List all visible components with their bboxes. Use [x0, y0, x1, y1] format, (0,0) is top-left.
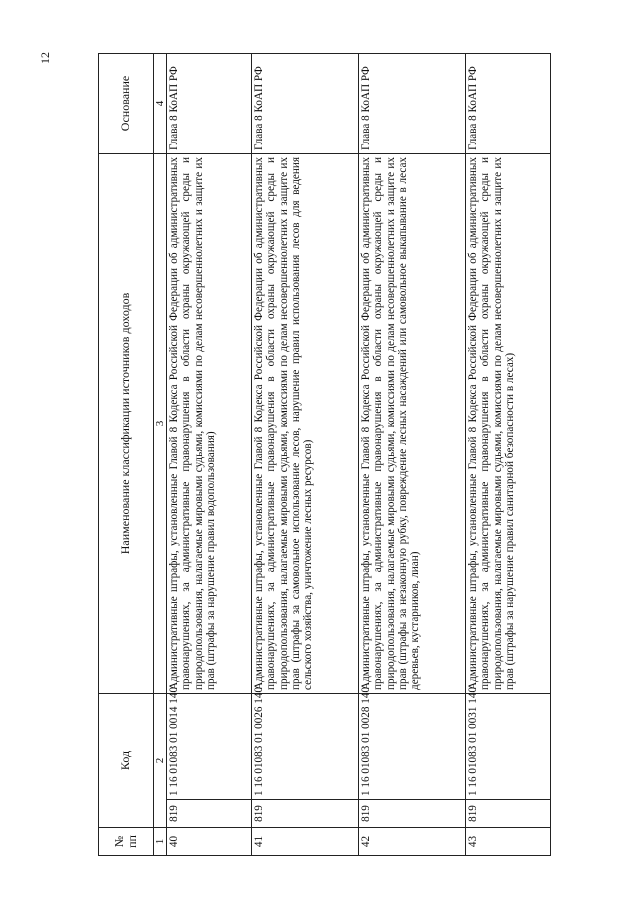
column-number-4: 4 — [154, 53, 167, 153]
column-number-3: 3 — [154, 153, 167, 693]
row-number: 40 — [167, 828, 252, 856]
legal-basis: Глава 8 КоАП РФ — [167, 53, 252, 153]
legal-basis: Глава 8 КоАП РФ — [466, 53, 551, 153]
header-no: № пп — [99, 828, 154, 856]
table-header-row — [99, 53, 154, 855]
legal-basis: Глава 8 КоАП РФ — [359, 53, 466, 153]
revenue-classification-table — [98, 53, 551, 856]
rotated-table-container — [98, 54, 522, 856]
revenue-name: Административные штрафы, установленные Главой 8 Кодекса Российской Федерации об административных правонарушениях, за административные правонарушения в области охраны окружающей среды и природопользования, налагаемые мировыми судьями, комиссиями по делам несовершеннолетних и защите их прав (штрафы за самовольное использование лесов, нарушение правил использования лесов для ведения сельского хозяйства, уничтожение лесных ресурсов) — [252, 153, 359, 693]
revenue-name: Административные штрафы, установленные Главой 8 Кодекса Российской Федерации об административных правонарушениях, за административные правонарушения в области охраны окружающей среды и природопользования, налагаемые мировыми судьями, комиссиями по делам несовершеннолетних и защите их прав (штрафы за нарушение правил санитарной безопасности в лесах) — [466, 153, 551, 693]
revenue-name: Административные штрафы, установленные Главой 8 Кодекса Российской Федерации об административных правонарушениях, за административные правонарушения в области охраны окружающей среды и природопользования, налагаемые мировыми судьями, комиссиями по делам несовершеннолетних и защите их прав (штрафы за нарушение правил водопользования) — [167, 153, 252, 693]
table-row — [167, 53, 252, 855]
row-number: 41 — [252, 828, 359, 856]
budget-code: 1 16 01083 01 0031 140 — [466, 693, 551, 799]
admin-code: 819 — [167, 800, 252, 828]
column-numbers-row — [154, 53, 167, 855]
table-row — [359, 53, 466, 855]
page-number: 12 — [38, 52, 52, 64]
budget-code: 1 16 01083 01 0028 140 — [359, 693, 466, 799]
legal-basis: Глава 8 КоАП РФ — [252, 53, 359, 153]
admin-code: 819 — [252, 800, 359, 828]
column-number-1: 1 — [154, 828, 167, 856]
column-number-2: 2 — [154, 693, 167, 827]
header-code: Код — [99, 693, 154, 827]
header-name: Наименование классификации источников доходов — [99, 153, 154, 693]
table-row — [466, 53, 551, 855]
row-number: 42 — [359, 828, 466, 856]
admin-code: 819 — [359, 800, 466, 828]
admin-code: 819 — [466, 800, 551, 828]
table-row — [252, 53, 359, 855]
revenue-name: Административные штрафы, установленные Главой 8 Кодекса Российской Федерации об административных правонарушениях, за административные правонарушения в области охраны окружающей среды и природопользования, налагаемые мировыми судьями, комиссиями по делам несовершеннолетних и защите их прав (штрафы за незаконную рубку, повреждение лесных насаждений или самовольное выкапывание в лесах деревьев, кустарников, лиан) — [359, 153, 466, 693]
header-basis: Основание — [99, 53, 154, 153]
row-number: 43 — [466, 828, 551, 856]
budget-code: 1 16 01083 01 0026 140 — [252, 693, 359, 799]
budget-code: 1 16 01083 01 0014 140 — [167, 693, 252, 799]
